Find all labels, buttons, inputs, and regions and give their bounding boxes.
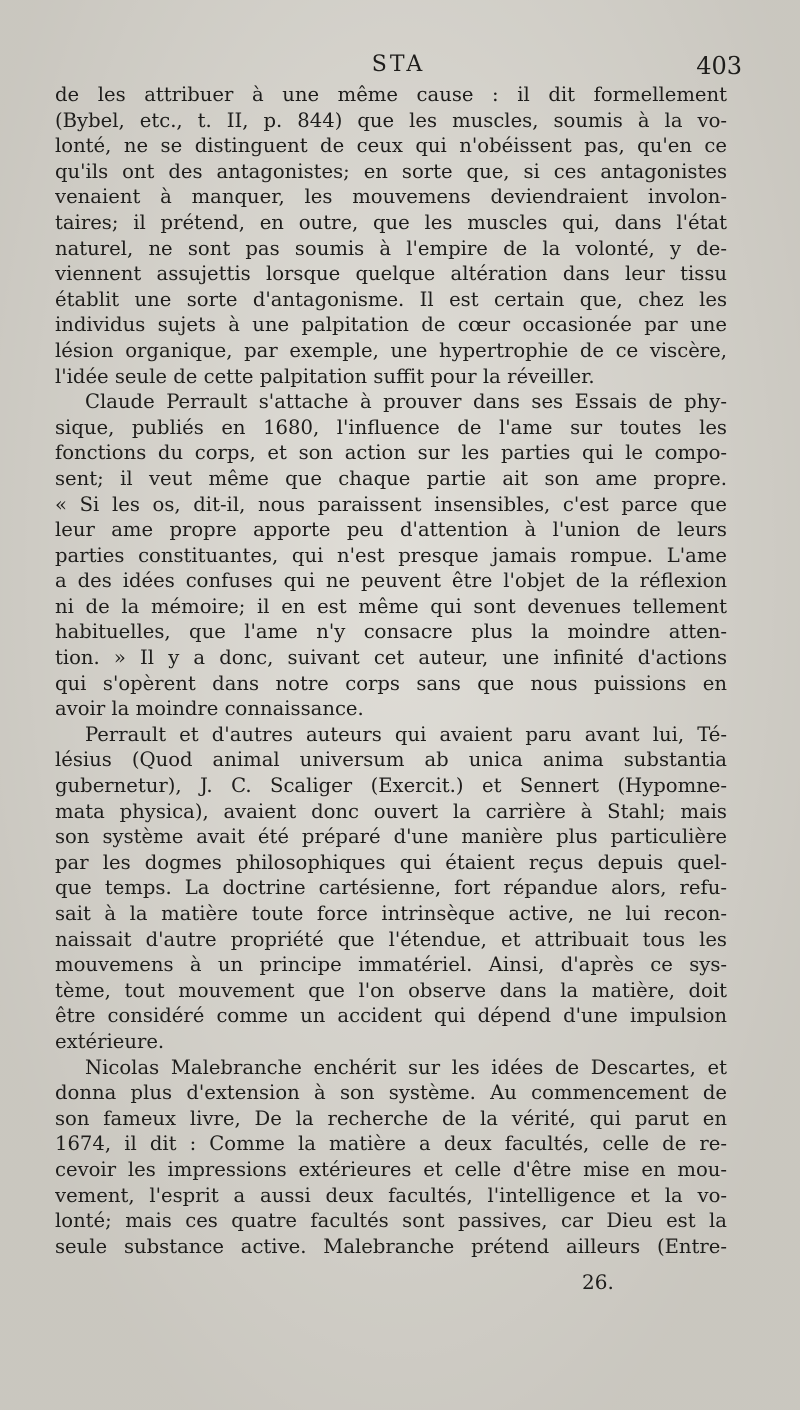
text-line: sent; il veut même que chaque partie ait son ame propre. <box>55 466 727 490</box>
text-line: établit une sorte d'antagonisme. Il est certain que, chez les <box>55 287 727 311</box>
text-line: vement, l'esprit a aussi deux facultés, l'intelligence et la vo- <box>55 1183 727 1207</box>
text-line: donna plus d'extension à son système. Au commencement de <box>55 1081 727 1105</box>
text-line: Nicolas Malebranche enchérit sur les idées de Descartes, et <box>85 1055 727 1079</box>
text-line: gubernetur), J. C. Scaliger (Exercit.) et Sennert (Hypomne- <box>55 774 727 798</box>
text-line: viennent assujettis lorsque quelque altération dans leur tissu <box>55 262 727 286</box>
page-number: 403 <box>696 52 742 80</box>
signature-mark: 26. <box>582 1270 614 1294</box>
text-line: tion. » Il y a donc, suivant cet auteur, une infinité d'actions <box>55 646 727 670</box>
text-line: extérieure. <box>55 1029 165 1053</box>
text-line: naissait d'autre propriété que l'étendue, et attribuait tous les <box>55 927 727 951</box>
text-line: naturel, ne sont pas soumis à l'empire de la volonté, y de- <box>55 236 727 260</box>
text-line: venaient à manquer, les mouvemens deviendraient involon- <box>55 185 727 209</box>
text-line: sait à la matière toute force intrinsèque active, ne lui recon- <box>55 902 727 925</box>
text-line: Perrault et d'autres auteurs qui avaient paru avant lui, Té- <box>85 722 727 746</box>
text-line: lonté; mais ces quatre facultés sont passives, car Dieu est la <box>55 1209 727 1233</box>
text-line: cevoir les impressions extérieures et celle d'être mise en mou- <box>55 1157 727 1181</box>
text-line: ni de la mémoire; il en est même qui sont devenues tellement <box>55 594 727 618</box>
text-line: mouvemens à un principe immatériel. Ainsi, d'après ce sys- <box>55 953 727 977</box>
text-line: qu'ils ont des antagonistes; en sorte que, si ces antagonistes <box>55 159 727 183</box>
text-line: taires; il prétend, en outre, que les muscles qui, dans l'état <box>55 210 727 234</box>
text-line: habituelles, que l'ame n'y consacre plus la moindre atten- <box>55 620 727 644</box>
text-line: lonté, ne se distinguent de ceux qui n'obéissent pas, qu'en ce <box>55 134 727 158</box>
text-line: lésion organique, par exemple, une hypertrophie de ce viscère, <box>55 338 727 362</box>
text-line: seule substance active. Malebranche prétend ailleurs (Entre- <box>55 1234 727 1258</box>
text-line: Claude Perrault s'attache à prouver dans ses Essais de phy- <box>85 390 727 414</box>
body-text <box>55 82 727 1259</box>
text-line: de les attribuer à une même cause : il dit formellement <box>55 83 727 106</box>
text-line: leur ame propre apporte peu d'attention à l'union de leurs <box>55 518 727 542</box>
text-line: par les dogmes philosophiques qui étaient reçus depuis quel- <box>55 850 727 874</box>
text-line: tème, tout mouvement que l'on observe dans la matière, doit <box>55 978 727 1002</box>
running-head: STA <box>371 52 426 77</box>
text-line: a des idées confuses qui ne peuvent être l'objet de la réflexion <box>55 569 727 593</box>
text-line: son fameux livre, De la recherche de la vérité, qui parut en <box>55 1106 727 1130</box>
text-line: « Si les os, dit-il, nous paraissent insensibles, c'est parce que <box>55 492 727 516</box>
text-line: (Bybel, etc., t. II, p. 844) que les muscles, soumis à la vo- <box>55 108 727 132</box>
text-line: individus sujets à une palpitation de cœur occasionée par une <box>55 313 727 337</box>
text-line: 1674, il dit : Comme la matière a deux facultés, celle de re- <box>55 1132 727 1156</box>
text-line: lésius (Quod animal universum ab unica anima substantia <box>55 748 727 772</box>
text-line: avoir la moindre connaissance. <box>55 697 364 721</box>
text-line: l'idée seule de cette palpitation suffit pour la réveiller. <box>55 364 595 388</box>
text-line: qui s'opèrent dans notre corps sans que nous puissions en <box>55 671 727 695</box>
text-line: que temps. La doctrine cartésienne, fort répandue alors, refu- <box>55 876 727 900</box>
text-line: mata physica), avaient donc ouvert la carrière à Stahl; mais <box>55 799 727 823</box>
text-line: son système avait été préparé d'une manière plus particulière <box>55 825 727 849</box>
text-line: fonctions du corps, et son action sur les parties qui le compo- <box>55 441 727 465</box>
text-line: parties constituantes, qui n'est presque jamais rompue. L'ame <box>55 543 727 567</box>
text-line: sique, publiés en 1680, l'influence de l'ame sur toutes les <box>55 415 727 439</box>
text-line: être considéré comme un accident qui dépend d'une impulsion <box>55 1004 727 1028</box>
